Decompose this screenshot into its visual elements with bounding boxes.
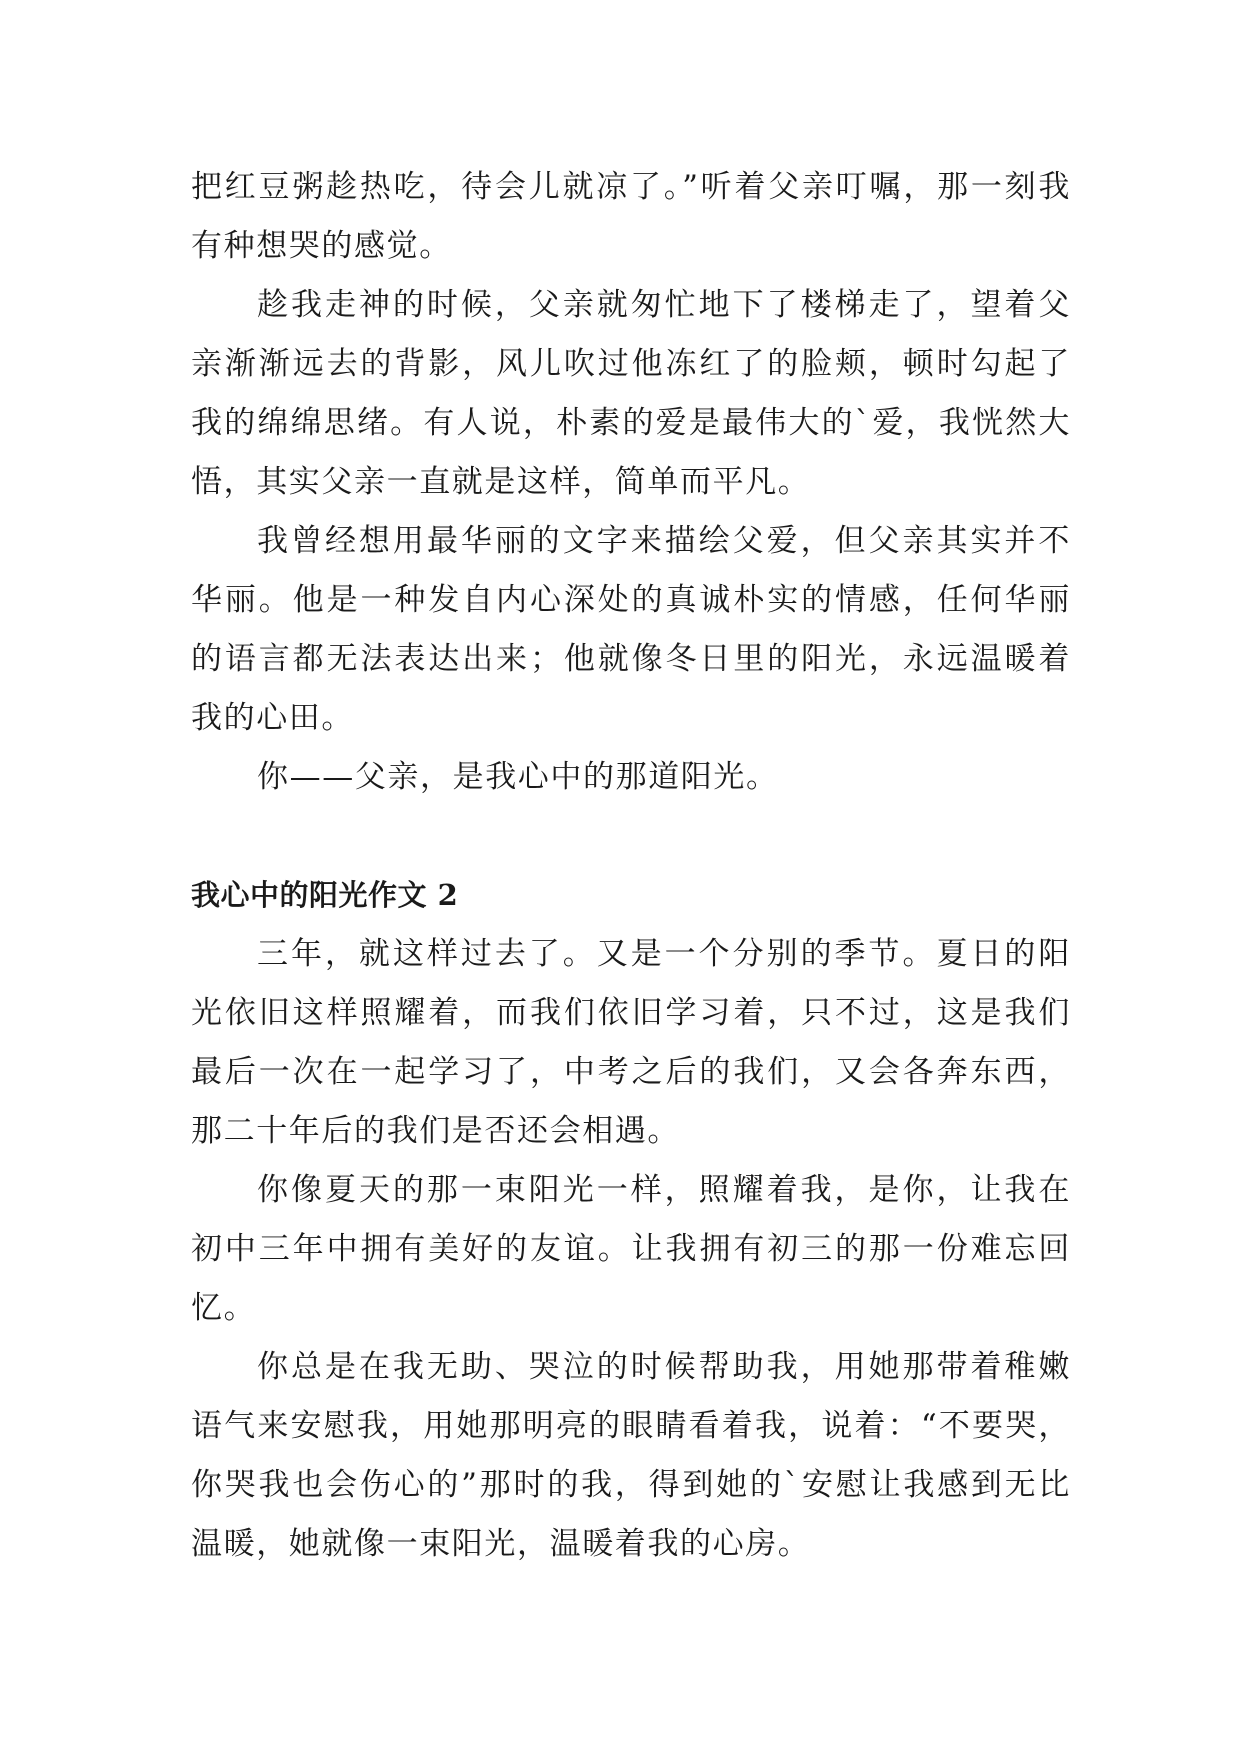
paragraph-continuation-3: 我曾经想用最华丽的文字来描绘父爱，但父亲其实并不华丽。他是一种发自内心深处的真诚朴实的情感，任何华丽的语言都无法表达出来；他就像冬日里的阳光，永远温暖着我的心田。	[191, 523, 1071, 736]
paragraph-section-2: 你像夏天的那一束阳光一样，照耀着我，是你，让我在初中三年中拥有美好的友谊。让我拥有初三的那一份难忘回忆。	[191, 1172, 1071, 1326]
paragraph-section-3: 你总是在我无助、哭泣的时候帮助我，用她那带着稚嫩语气来安慰我，用她那明亮的眼睛看着我，说着：“不要哭，你哭我也会伤心的”那时的我，得到她的`安慰让我感到无比温暖，她就像一束阳光，温暖着我的心房。	[191, 1349, 1071, 1562]
section-spacer	[191, 807, 1071, 866]
paragraph-continuation-1: 把红豆粥趁热吃，待会儿就凉了。”听着父亲叮嘱，那一刻我有种想哭的感觉。	[191, 169, 1071, 264]
document-body	[191, 158, 1071, 1574]
section-title: 我心中的阳光作文 2	[191, 878, 459, 912]
paragraph-continuation-4: 你——父亲，是我心中的那道阳光。	[257, 759, 779, 795]
paragraph-section-1: 三年，就这样过去了。又是一个分别的季节。夏日的阳光依旧这样照耀着，而我们依旧学习着，只不过，这是我们最后一次在一起学习了，中考之后的我们，又会各奔东西，那二十年后的我们是否还会相遇。	[191, 936, 1071, 1149]
paragraph-continuation-2: 趁我走神的时候，父亲就匆忙地下了楼梯走了，望着父亲渐渐远去的背影，风儿吹过他冻红了的脸颊，顿时勾起了我的绵绵思绪。有人说，朴素的爱是最伟大的`爱，我恍然大悟，其实父亲一直就是这样，简单而平凡。	[191, 287, 1071, 500]
